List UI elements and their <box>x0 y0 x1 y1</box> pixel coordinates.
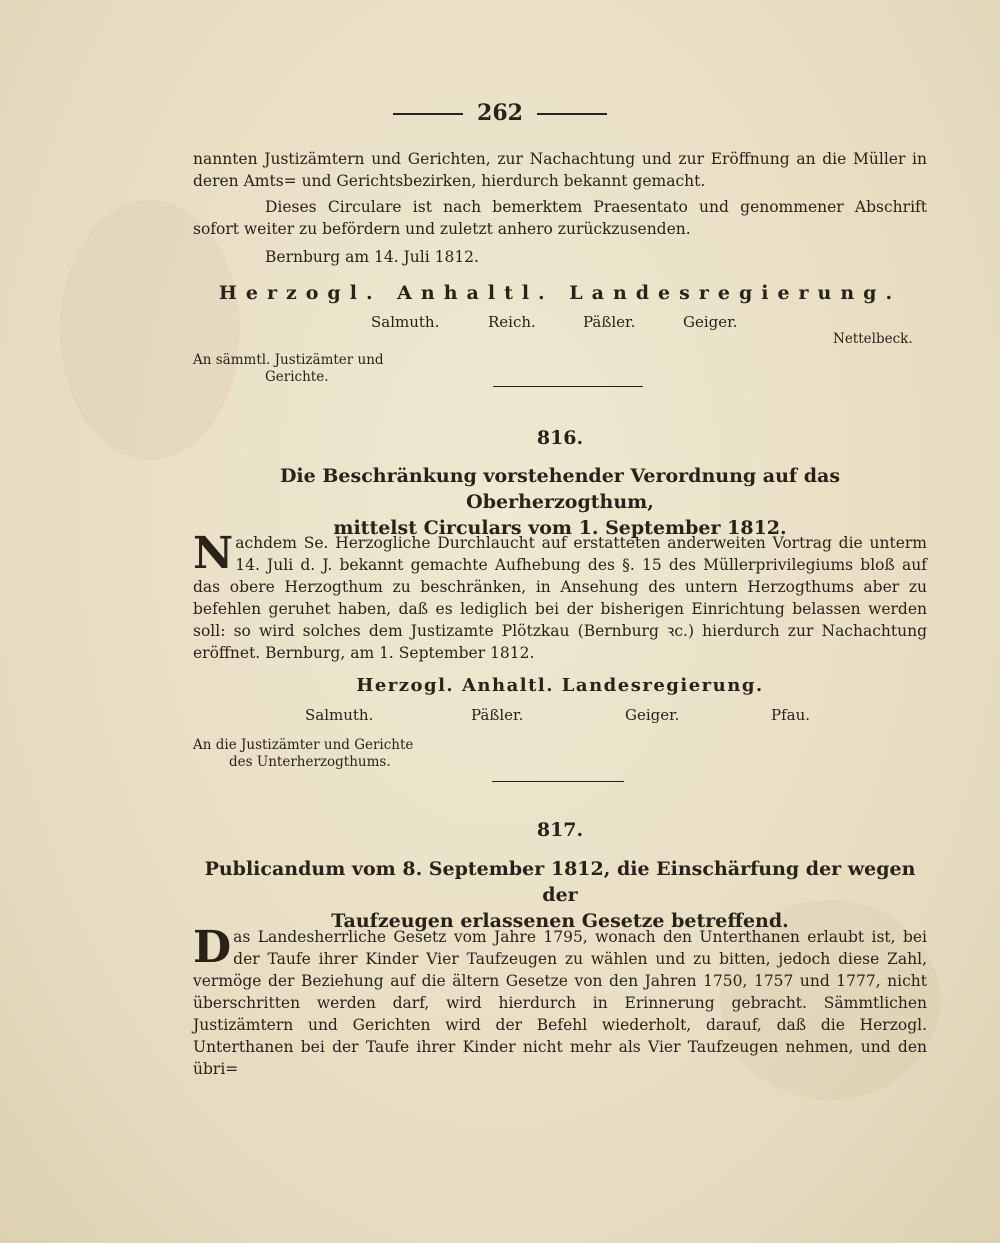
addressee-line: des Unterherzogthums. <box>229 754 391 770</box>
authority-signature-1: Herzogl. Anhaltl. Landesregierung. <box>218 282 902 304</box>
authority-signature-2: Herzogl. Anhaltl. Landesregierung. <box>356 675 764 696</box>
signatory-name: Päßler. <box>471 706 524 724</box>
section-heading <box>193 463 927 541</box>
header-rule-left <box>393 113 463 115</box>
section-number: 817. <box>536 819 584 841</box>
section-number: 816. <box>536 427 584 449</box>
addressee-line: An sämmtl. Justizämter und <box>193 352 384 368</box>
heading-line: mittelst Circulars vom 1. September 1812. <box>333 517 787 539</box>
drop-cap: N <box>193 528 234 579</box>
heading-line: Publicandum vom 8. September 1812, die Einschärfung der wegen der <box>204 858 916 906</box>
circular-instruction: Dieses Circulare ist nach bemerktem Praesentato und genommener Abschrift sofort weiter zu befördern und zuletzt anhero zurückzusenden. <box>193 198 927 238</box>
continuation-text: nannten Justizämtern und Gerichten, zur Nachachtung und zur Eröffnung an die Müller in deren Amts= und Gerichtsbezirken, hierdurch bekannt gemacht. <box>193 150 927 190</box>
section-heading <box>193 856 927 934</box>
header-rule-right <box>537 113 607 115</box>
addressee-1 <box>193 352 384 386</box>
signatory-name: Salmuth. <box>305 706 374 724</box>
body-text: as Landesherrliche Gesetz vom Jahre 1795, wonach den Unterthanen erlaubt ist, bei der Taufe ihrer Kinder Vier Taufzeugen zu wählen und zu bitten, jedoch diese Zahl, vermöge der Beziehung auf die ältern Gesetze von den Jahren 1750, 1757 und 1777, nicht überschritten werden darf, wird hierdurch in Erinnerung gebracht. Sämmtlichen Justizämtern und Gerichten wird der Befehl wiederholt, darauf, daß die Herzogl. Unterthanen bei der Taufe ihrer Kinder nicht mehr als Vier Taufzeugen nehmen, und den übri= <box>193 928 927 1078</box>
signatory-name: Geiger. <box>625 706 680 724</box>
section-divider <box>492 781 624 782</box>
signatory-name: Pfau. <box>771 706 811 724</box>
continuation-paragraph <box>193 148 927 268</box>
addressee-2 <box>193 737 413 771</box>
signatory-name: Päßler. <box>583 313 636 331</box>
signatory-name: Salmuth. <box>371 313 440 331</box>
page-number: 262 <box>477 100 523 126</box>
body-text: achdem Se. Herzogliche Durchlaucht auf erstatteten anderweiten Vortrag die unterm 14. Juli d. J. bekannt gemachte Aufhebung des §. 15 des Müllerprivilegiums bloß auf das obere Herzogthum zu beschränken, in Ansehung des untern Herzogthums aber zu befehlen geruhet haben, daß es lediglich bei der bisherigen Einrichtung belassen werden soll: so wird solches dem Justizamte Plötzkau (Bernburg ꝛc.) hierdurch zur Nachachtung eröffnet. Bernburg, am 1. September 1812. <box>193 534 927 662</box>
signatory-name: Geiger. <box>683 313 738 331</box>
page-header <box>0 100 1000 126</box>
drop-cap: D <box>193 922 232 973</box>
section-divider <box>493 386 643 387</box>
section-body <box>193 922 927 1080</box>
date-line: Bernburg am 14. Juli 1812. <box>265 248 479 266</box>
addressee-line: Gerichte. <box>265 369 329 385</box>
heading-line: Die Beschränkung vorstehender Verordnung auf das Oberherzogthum, <box>279 465 841 513</box>
signatory-name: Reich. <box>488 313 536 331</box>
addressee-line: An die Justizämter und Gerichte <box>193 737 414 753</box>
signatory-name: Nettelbeck. <box>833 331 913 347</box>
heading-line: Taufzeugen erlassenen Gesetze betreffend. <box>331 910 789 932</box>
